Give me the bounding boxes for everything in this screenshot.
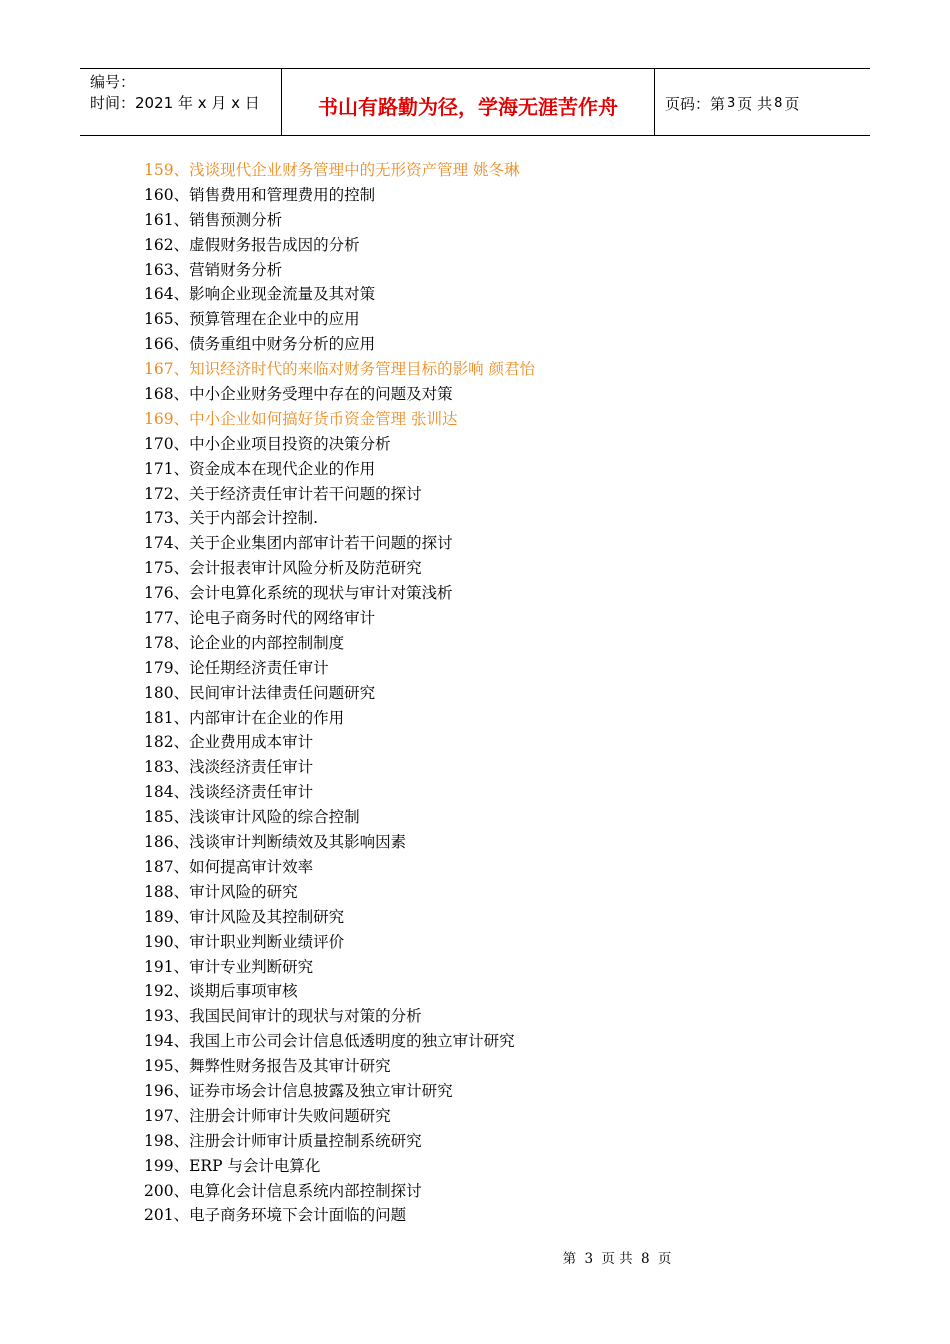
list-item: 160、销售费用和管理费用的控制 [144,185,376,204]
footer-prefix: 第 [562,1251,577,1267]
list-item: 195、舞弊性财务报告及其审计研究 [144,1057,391,1076]
header-meta [80,69,282,135]
list-item: 174、关于企业集团内部审计若干问题的探讨 [144,534,453,553]
page-header [80,68,870,136]
footer-suffix: 页 [657,1251,672,1267]
list-item: 189、审计风险及其控制研究 [144,907,345,926]
page-suffix: 页 [784,94,800,113]
list-item: 186、浅谈审计判断绩效及其影响因素 [144,833,407,852]
list-item: 198、注册会计师审计质量控制系统研究 [144,1131,422,1150]
list-item: 201、电子商务环境下会计面临的问题 [144,1206,407,1225]
list-item: 168、中小企业财务受理中存在的问题及对策 [144,385,453,404]
list-item: 191、审计专业判断研究 [144,957,314,976]
list-item: 190、审计职业判断业绩评价 [144,932,345,951]
list-item: 192、谈期后事项审核 [144,982,298,1001]
list-item: 196、证券市场会计信息披露及独立审计研究 [144,1081,453,1100]
list-item: 167、知识经济时代的来临对财务管理目标的影响 颜君怡 [144,360,536,379]
list-item: 183、浅淡经济责任审计 [144,758,314,777]
list-item: 181、内部审计在企业的作用 [144,708,345,727]
list-item: 163、营销财务分析 [144,260,283,279]
list-item: 199、ERP 与会计电算化 [144,1156,321,1175]
list-item: 182、企业费用成本审计 [144,733,314,752]
list-item: 175、会计报表审计风险分析及防范研究 [144,559,422,578]
list-item: 187、如何提高审计效率 [144,857,314,876]
list-item: 180、民间审计法律责任问题研究 [144,683,376,702]
header-motto: 书山有路勤为径，学海无涯苦作舟 [282,69,655,135]
list-item: 188、审计风险的研究 [144,882,298,901]
list-item: 177、论电子商务时代的网络审计 [144,609,376,628]
page-current: 3 [727,95,736,111]
header-page-indicator [655,69,870,135]
footer-total: 8 [640,1251,650,1267]
page-total: 8 [774,95,783,111]
page-mid: 页 共 [737,94,773,113]
footer-current: 3 [584,1251,594,1267]
list-item: 193、我国民间审计的现状与对策的分析 [144,1007,422,1026]
number-label: 编号： [90,73,136,91]
list-item: 165、预算管理在企业中的应用 [144,310,360,329]
list-item: 159、浅谈现代企业财务管理中的无形资产管理 姚冬琳 [144,161,520,179]
list-item: 170、中小企业项目投资的决策分析 [144,434,391,453]
list-item: 172、关于经济责任审计若干问题的探讨 [144,484,422,503]
list-item: 166、债务重组中财务分析的应用 [144,335,376,354]
list-item: 179、论任期经济责任审计 [144,658,329,677]
list-item: 194、我国上市公司会计信息低透明度的独立审计研究 [144,1032,515,1051]
list-item: 200、电算化会计信息系统内部控制探讨 [144,1181,422,1200]
time-label: 时间：2021 年 x 月 x 日 [90,94,260,112]
list-item: 184、浅谈经济责任审计 [144,783,314,802]
page-prefix: 页码：第 [665,94,726,113]
list-item: 169、中小企业如何搞好货币资金管理 张训达 [144,409,458,428]
list-item: 178、论企业的内部控制制度 [144,633,345,652]
list-item: 171、资金成本在现代企业的作用 [144,459,376,478]
list-item: 164、影响企业现金流量及其对策 [144,285,376,304]
list-item: 176、会计电算化系统的现状与审计对策浅析 [144,584,453,603]
list-item: 162、虚假财务报告成因的分析 [144,235,360,254]
topic-list [144,158,535,1228]
list-item: 197、注册会计师审计失败问题研究 [144,1106,391,1125]
list-item: 185、浅谈审计风险的综合控制 [144,808,360,827]
list-item: 173、关于内部会计控制. [144,509,319,528]
footer-mid: 页 共 [601,1251,633,1267]
page-footer [0,1247,950,1267]
list-item: 161、销售预测分析 [144,210,283,229]
